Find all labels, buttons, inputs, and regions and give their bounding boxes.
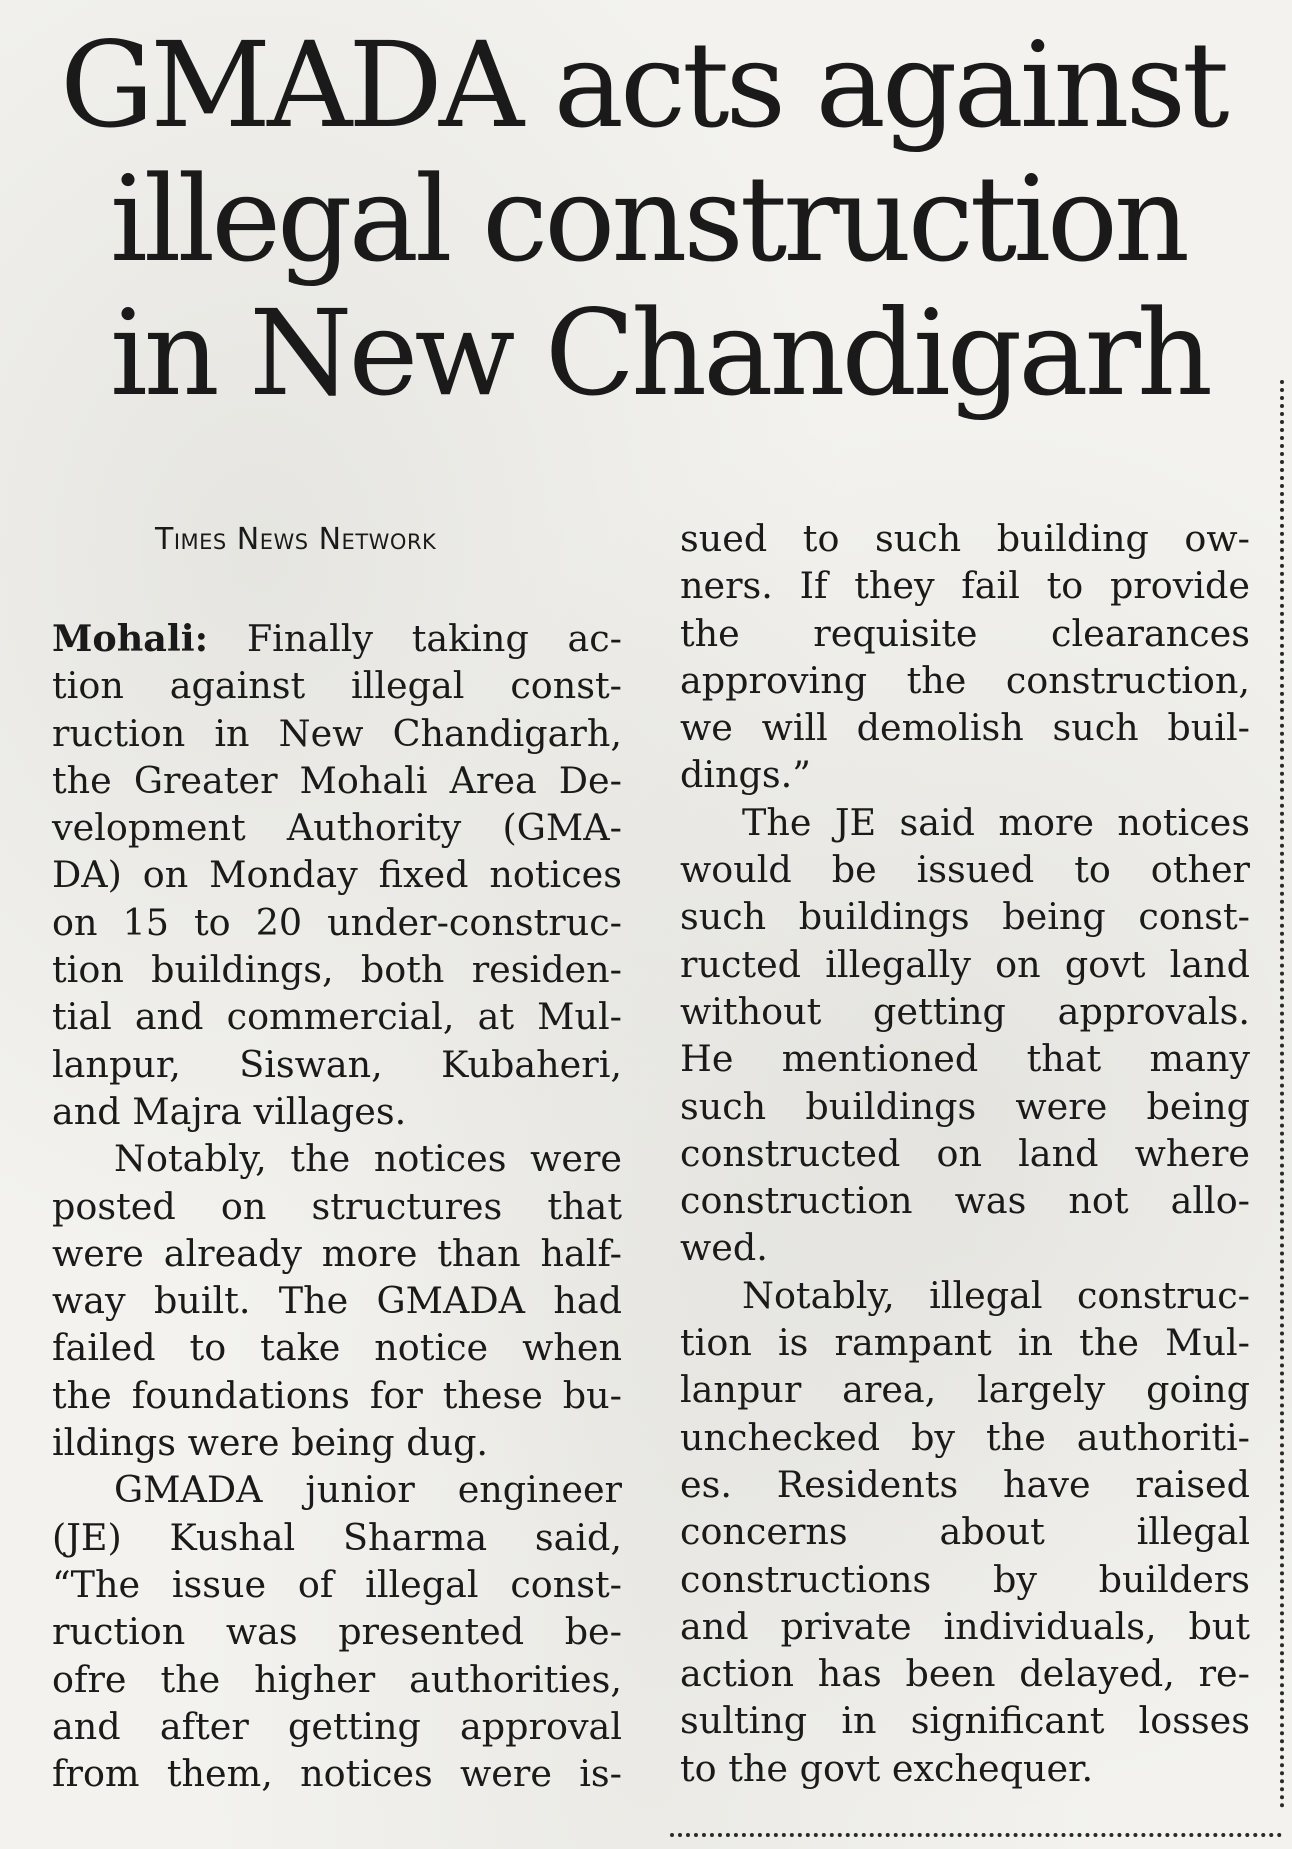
article-line: constructions by builders bbox=[680, 1557, 1250, 1601]
headline-line-1: GMADA acts against bbox=[60, 16, 1226, 154]
article-line: dings.” bbox=[680, 753, 811, 797]
article-line: on 15 to 20 under-construc- bbox=[52, 900, 622, 944]
headline bbox=[60, 18, 1240, 420]
article-line: ildings were being dug. bbox=[52, 1421, 489, 1465]
article-line: “The issue of illegal const- bbox=[52, 1562, 622, 1606]
article-line: were already more than half- bbox=[52, 1231, 622, 1275]
headline-line-2: illegal construction bbox=[110, 150, 1186, 288]
article-line: sued to such building ow- bbox=[680, 517, 1250, 560]
article-line: action has been delayed, re- bbox=[680, 1652, 1250, 1696]
article-line: tion buildings, both residen- bbox=[52, 948, 622, 992]
byline: Times News Network bbox=[155, 522, 437, 557]
article-line: the requisite clearances bbox=[680, 611, 1250, 655]
article-line bbox=[52, 615, 622, 662]
dateline: Mohali: bbox=[52, 617, 209, 660]
article-line: tion is rampant in the Mul- bbox=[680, 1321, 1250, 1365]
article-line: such buildings being const- bbox=[680, 895, 1250, 939]
article-line: to the govt exchequer. bbox=[680, 1746, 1094, 1790]
article-line: from them, notices were is- bbox=[52, 1752, 622, 1796]
article-line: (JE) Kushal Sharma said, bbox=[52, 1515, 622, 1559]
article-line: such buildings were being bbox=[680, 1084, 1250, 1128]
article-line: and private individuals, but bbox=[680, 1604, 1250, 1648]
article-line: DA) on Monday fixed notices bbox=[52, 853, 622, 897]
article-line: Notably, the notices were bbox=[114, 1137, 622, 1181]
article-line: and Majra villages. bbox=[52, 1089, 407, 1133]
column-rule-right bbox=[1280, 380, 1284, 1809]
article-line: approving the construction, bbox=[680, 658, 1250, 702]
article-line: tial and commercial, at Mul- bbox=[52, 995, 622, 1039]
article-line: posted on structures that bbox=[52, 1184, 622, 1228]
article-line: the foundations for these bu- bbox=[52, 1373, 622, 1417]
article-line: failed to take notice when bbox=[52, 1326, 622, 1370]
article-line: tion against illegal const- bbox=[52, 664, 622, 708]
article-line: He mentioned that many bbox=[680, 1037, 1250, 1081]
article-line: and after getting approval bbox=[52, 1704, 622, 1748]
article-line: sulting in significant losses bbox=[680, 1699, 1250, 1743]
article-line: es. Residents have raised bbox=[680, 1462, 1250, 1506]
article-line: wed. bbox=[680, 1226, 768, 1270]
article-line: ruction in New Chandigarh, bbox=[52, 711, 622, 755]
article-line: construction was not allo- bbox=[680, 1179, 1250, 1223]
headline-line-3: in New Chandigarh bbox=[110, 284, 1210, 422]
article-line: ructed illegally on govt land bbox=[680, 942, 1250, 986]
article-line: without getting approvals. bbox=[680, 989, 1250, 1033]
article-line: ruction was presented be- bbox=[52, 1610, 622, 1654]
article-line: unchecked by the authoriti- bbox=[680, 1415, 1250, 1459]
article-line: ners. If they fail to provide bbox=[680, 564, 1250, 608]
article-line: concerns about illegal bbox=[680, 1510, 1250, 1554]
article-body-column-1 bbox=[52, 615, 622, 1797]
article-line: lanpur area, largely going bbox=[680, 1368, 1250, 1412]
article-line-text: Finally taking ac- bbox=[208, 617, 622, 660]
article-line: GMADA junior engineer bbox=[114, 1468, 622, 1512]
article-line: Notably, illegal construc- bbox=[742, 1273, 1250, 1317]
article-line: way built. The GMADA had bbox=[52, 1279, 622, 1323]
article-line: lanpur, Siswan, Kubaheri, bbox=[52, 1042, 622, 1086]
article-line: velopment Authority (GMA- bbox=[52, 806, 622, 850]
article-body-column-2 bbox=[680, 515, 1250, 1792]
article-line: constructed on land where bbox=[680, 1131, 1250, 1175]
article-line: The JE said more notices bbox=[742, 800, 1250, 844]
column-rule-bottom bbox=[670, 1833, 1282, 1837]
article-line: ofre the higher authorities, bbox=[52, 1657, 622, 1701]
article-line: we will demolish such buil- bbox=[680, 706, 1250, 750]
article-line: the Greater Mohali Area De- bbox=[52, 758, 622, 802]
article-line: would be issued to other bbox=[680, 848, 1250, 892]
